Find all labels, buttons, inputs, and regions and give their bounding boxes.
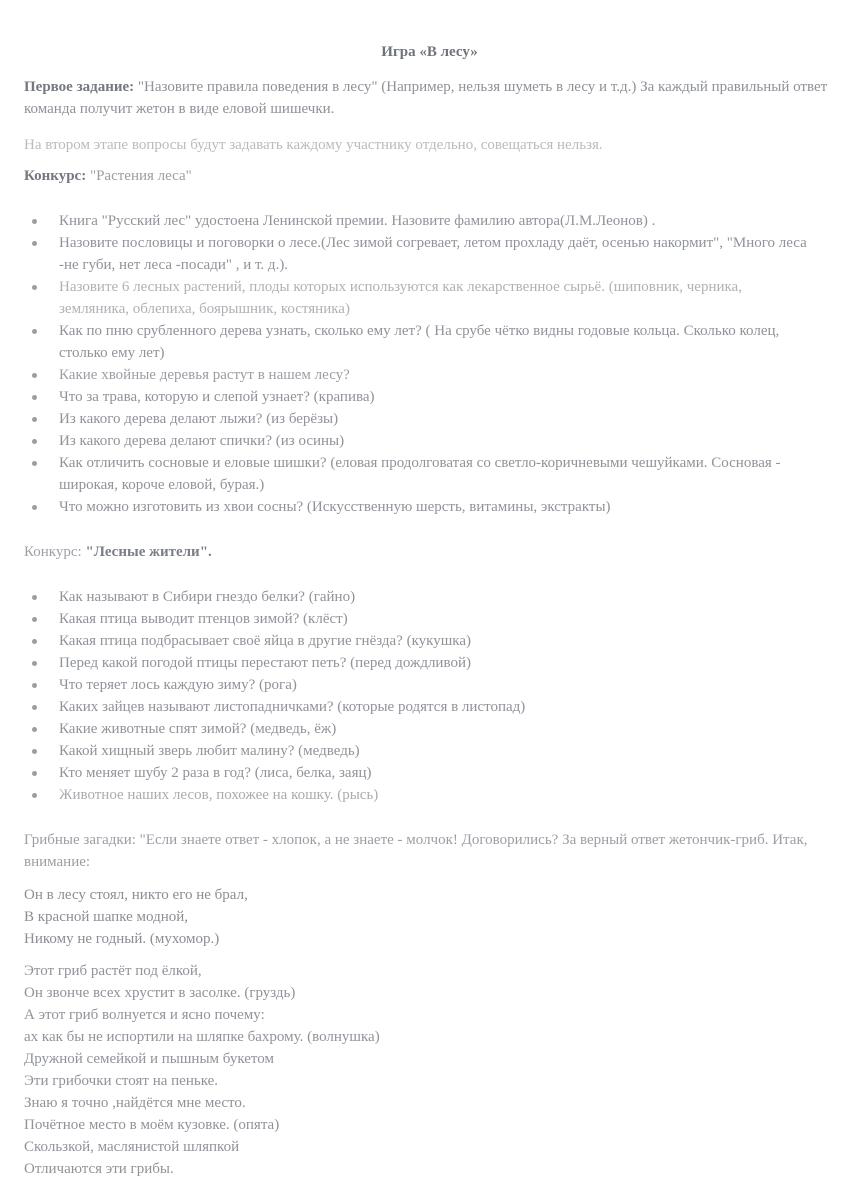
bullet-icon	[32, 219, 37, 224]
contest2-name: "Лесные жители".	[85, 544, 212, 560]
bullet-icon	[32, 617, 37, 622]
bullet-icon	[32, 595, 37, 600]
bullet-icon	[32, 749, 37, 754]
contest2-label: Конкурс:	[24, 544, 82, 560]
list-item: Каких зайцев называют листопадничками? (которые родятся в листопад)	[24, 696, 814, 718]
bullet-icon	[32, 395, 37, 400]
riddle-line: А этот гриб волнуется и ясно почему:	[24, 1007, 265, 1023]
list-item: Как называют в Сибири гнездо белки? (гайно)	[24, 586, 814, 608]
list-item: Какие животные спят зимой? (медведь, ёж)	[24, 718, 814, 740]
contest2-question-list	[24, 586, 814, 806]
riddle-2	[24, 960, 829, 1180]
list-item: Какая птица выводит птенцов зимой? (клёст)	[24, 608, 814, 630]
riddle-line: Он в лесу стоял, никто его не брал,	[24, 887, 248, 903]
bullet-icon	[32, 373, 37, 378]
bullet-icon	[32, 705, 37, 710]
bullet-icon	[32, 329, 37, 334]
riddle-line: ах как бы не испортили на шляпке бахрому. (волнушка)	[24, 1029, 380, 1045]
bullet-icon	[32, 727, 37, 732]
list-item: Что можно изготовить из хвои сосны? (Искусственную шерсть, витамины, экстракты)	[24, 496, 814, 518]
riddle-line: Он звонче всех хрустит в засолке. (груздь)	[24, 985, 296, 1001]
list-item: Как отличить сосновые и еловые шишки? (еловая продолговатая со светло-коричневыми чешуйками. Сосновая - широкая, короче еловой, бурая.)	[24, 452, 814, 496]
stage2-note: На втором этапе вопросы будут задавать каждому участнику отдельно, совещаться нельзя.	[24, 137, 603, 153]
contest1-name: "Растения леса"	[86, 168, 192, 184]
bullet-icon	[32, 639, 37, 644]
list-item: Какие хвойные деревья растут в нашем лесу?	[24, 364, 814, 386]
contest1-label: Конкурс:	[24, 168, 87, 184]
contest2-heading	[24, 541, 829, 563]
list-item: Книга "Русский лес" удостоена Ленинской премии. Назовите фамилию автора(Л.М.Леонов) .	[24, 210, 814, 232]
task1-paragraph	[24, 76, 829, 120]
riddle-line: Дружной семейкой и пышным букетом	[24, 1051, 274, 1067]
list-item: Назовите 6 лесных растений, плоды которых используются как лекарственное сырьё. (шиповник, черника, земляника, облепиха, боярышник, костяника)	[24, 276, 814, 320]
list-item: Животное наших лесов, похожее на кошку. (рысь)	[24, 784, 814, 806]
list-item: Назовите пословицы и поговорки о лесе.(Лес зимой согревает, летом прохладу даёт, осенью накормит", "Много леса -не губи, нет леса -посади" , и т. д.).	[24, 232, 814, 276]
riddle-line: Скользкой, маслянистой шляпкой	[24, 1139, 240, 1155]
list-item: Какая птица подбрасывает своё яйца в другие гнёзда? (кукушка)	[24, 630, 814, 652]
riddle-line: Отличаются эти грибы.	[24, 1161, 174, 1177]
riddle-line: Этот гриб растёт под ёлкой,	[24, 963, 202, 979]
riddle-1	[24, 884, 829, 950]
riddle-line: Знаю я точно ,найдётся мне место.	[24, 1095, 246, 1111]
bullet-icon	[32, 771, 37, 776]
bullet-icon	[32, 417, 37, 422]
bullet-icon	[32, 241, 37, 246]
list-item: Перед какой погодой птицы перестают петь? (перед дождливой)	[24, 652, 814, 674]
list-item: Из какого дерева делают лыжи? (из берёзы)	[24, 408, 814, 430]
task1-text: "Назовите правила поведения в лесу" (Например, нельзя шуметь в лесу и т.д.) За каждый правильный ответ команда получит жетон в виде еловой шишечки.	[24, 79, 828, 117]
task1-label: Первое задание:	[24, 79, 135, 95]
page-title: Игра «В лесу»	[381, 44, 478, 60]
list-item: Что теряет лось каждую зиму? (рога)	[24, 674, 814, 696]
list-item: Как по пню срубленного дерева узнать, сколько ему лет? ( На срубе чётко видны годовые кольца. Сколько колец, столько ему лет)	[24, 320, 814, 364]
bullet-icon	[32, 683, 37, 688]
contest1-question-list	[24, 210, 814, 518]
mushroom-riddles-intro: Грибные загадки: "Если знаете ответ - хлопок, а не знаете - молчок! Договорились? За верный ответ жетончик-гриб. Итак, внимание:	[24, 832, 808, 870]
riddle-line: Эти грибочки стоят на пеньке.	[24, 1073, 219, 1089]
bullet-icon	[32, 793, 37, 798]
bullet-icon	[32, 461, 37, 466]
riddle-line: В красной шапке модной,	[24, 909, 189, 925]
list-item: Какой хищный зверь любит малину? (медведь)	[24, 740, 814, 762]
list-item: Из какого дерева делают спички? (из осины)	[24, 430, 814, 452]
list-item: Кто меняет шубу 2 раза в год? (лиса, белка, заяц)	[24, 762, 814, 784]
bullet-icon	[32, 505, 37, 510]
contest1-heading	[24, 165, 829, 187]
bullet-icon	[32, 285, 37, 290]
bullet-icon	[32, 661, 37, 666]
riddle-line: Никому не годный. (мухомор.)	[24, 931, 220, 947]
list-item: Что за трава, которую и слепой узнает? (крапива)	[24, 386, 814, 408]
riddle-line: Почётное место в моём кузовке. (опята)	[24, 1117, 280, 1133]
bullet-icon	[32, 439, 37, 444]
